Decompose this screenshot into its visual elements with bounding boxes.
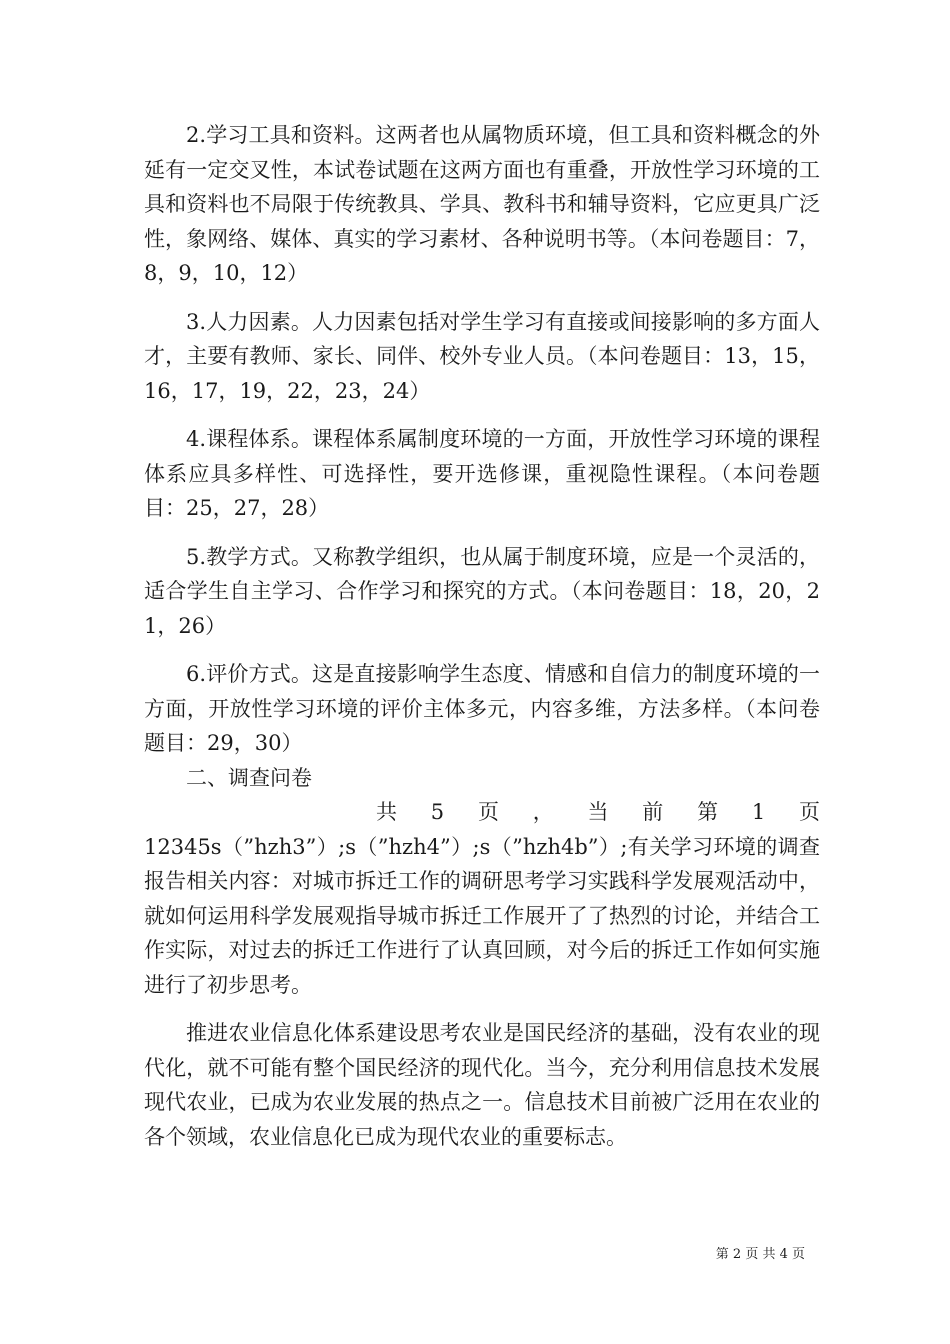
section-heading-survey: 二、调查问卷 (186, 765, 312, 790)
pager-token: 页 (799, 800, 820, 824)
inline-page-count (144, 795, 820, 830)
pager-token: 5 (430, 800, 445, 824)
paragraph-evaluation: 6.评价方式。这是直接影响学生态度、情感和自信力的制度环境的一方面，开放性学习环境的评价主体多元，内容多维，方法多样。（本问卷题目：29，30） (144, 662, 820, 755)
paragraph-human-factors: 3.人力因素。人力因素包括对学生学习有直接或间接影响的多方面人才，主要有教师、家长、同伴、校外专业人员。（本问卷题目：13，15，16，17，19，22，23，24） (144, 309, 820, 403)
pager-token: 当 (587, 800, 609, 824)
pager-token: 1 (751, 800, 766, 824)
pager-token: 前 (642, 800, 664, 824)
paragraph-relocation: 12345s（”hzh3”）;s（”hzh4”）;s（”hzh4b”）;有关学习环境的调查报告相关内容：对城市拆迁工作的调研思考学习实践科学发展观活动中，就如何运用科学发展观指导城市拆迁工作展开了了热烈的讨论，并结合工作实际，对过去的拆迁工作进行了认真回顾，对今后的拆迁工作如何实施进行了初步思考。 (144, 834, 820, 997)
page-footer (0, 1246, 950, 1264)
paragraph-curriculum: 4.课程体系。课程体系属制度环境的一方面，开放性学习环境的课程体系应具多样性、可选择性，要开选修课，重视隐性课程。（本问卷题目：25，27，28） (144, 427, 820, 520)
document-body (144, 118, 820, 1154)
pager-token: 第 (697, 800, 719, 824)
paragraph-agriculture: 推进农业信息化体系建设思考农业是国民经济的基础，没有农业的现代化，就不可能有整个国民经济的现代化。当今，充分利用信息技术发展现代农业，已成为农业发展的热点之一。信息技术目前被广泛用在农业的各个领域，农业信息化已成为现代农业的重要标志。 (144, 1021, 820, 1149)
pager-token: 页 (477, 800, 499, 824)
pager-token: ， (532, 800, 554, 824)
footer-page-indicator: 第 2 页 共 4 页 (715, 1247, 805, 1262)
paragraph-teaching-methods: 5.教学方式。又称教学组织，也从属于制度环境，应是一个灵活的，适合学生自主学习、合作学习和探究的方式。（本问卷题目：18，20，21，26） (144, 544, 820, 638)
pager-token: 共 (376, 800, 397, 824)
paragraph-learning-tools: 2.学习工具和资料。这两者也从属物质环境，但工具和资料概念的外延有一定交叉性，本试卷试题在这两方面也有重叠，开放性学习环境的工具和资料也不局限于传统教具、学具、教科书和辅导资料，它应更具广泛性，象网络、媒体、真实的学习素材、各种说明书等。（本问卷题目：7，8，9，10，12） (144, 123, 820, 285)
